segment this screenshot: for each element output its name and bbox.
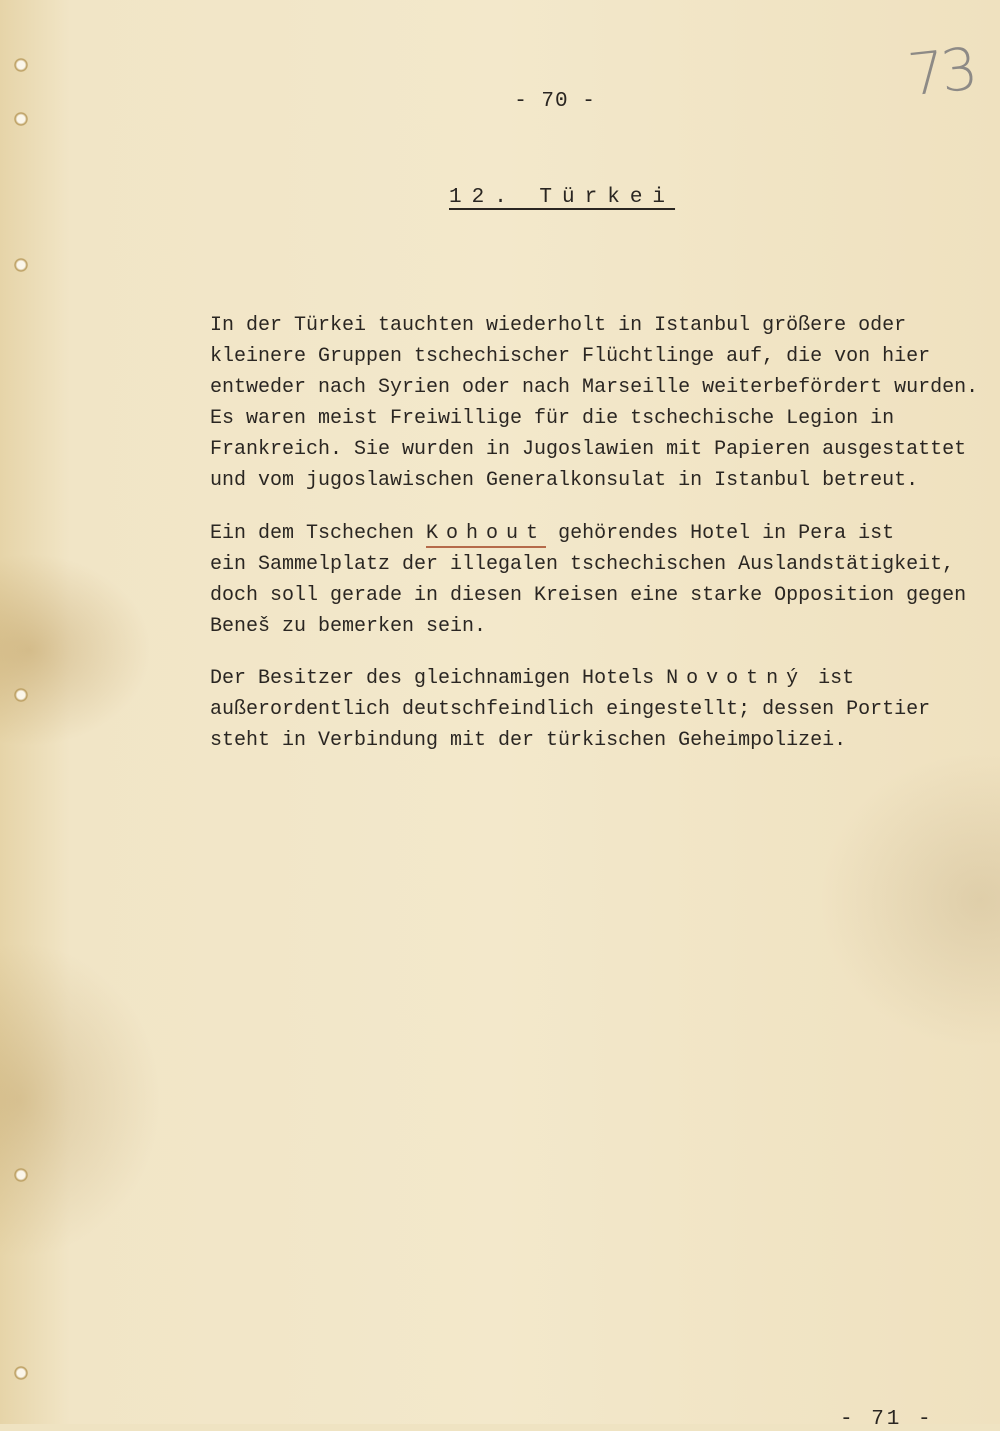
text-line: und vom jugoslawischen Generalkonsulat in Istanbul betreut. [210, 469, 919, 492]
paragraph-1 [210, 310, 1000, 496]
text-line: Frankreich. Sie wurden in Jugoslawien mit Papieren ausgestattet [210, 438, 967, 461]
text-line: In der Türkei tauchten wiederholt in Istanbul größere oder [210, 314, 907, 337]
name-novotny: Novotný [666, 667, 807, 690]
text-line: entweder nach Syrien oder nach Marseille weiterbefördert wurden. [210, 376, 979, 399]
punch-hole-mark [14, 58, 28, 72]
punch-hole-mark [14, 1366, 28, 1380]
punch-hole-mark [14, 688, 28, 702]
text-line: Es waren meist Freiwillige für die tschechische Legion in [210, 407, 895, 430]
paragraph-3 [210, 663, 1000, 756]
punch-hole-mark [14, 258, 28, 272]
text-line: gehörendes Hotel in Pera ist [546, 522, 895, 545]
text-line: kleinere Gruppen tschechischer Flüchtlinge auf, die von hier [210, 345, 931, 368]
text-line: Beneš zu bemerken sein. [210, 615, 487, 638]
text-line: ist [806, 667, 855, 690]
section-title: 12. Türkei [449, 186, 676, 209]
handwritten-folio-number: 73 [904, 34, 978, 110]
punch-hole-mark [14, 1168, 28, 1182]
text-line: Ein dem Tschechen [210, 522, 427, 545]
name-kohout: Kohout [426, 522, 546, 548]
text-line: ein Sammelplatz der illegalen tschechischen Auslandstätigkeit, [210, 553, 955, 576]
punch-hole-mark [14, 112, 28, 126]
text-line: außerordentlich deutschfeindlich eingestellt; dessen Portier [210, 698, 931, 721]
text-line: steht in Verbindung mit der türkischen Geheimpolizei. [210, 729, 847, 752]
paragraph-2 [210, 518, 1000, 642]
text-line: Der Besitzer des gleichnamigen Hotels [210, 667, 667, 690]
next-page-marker: - 71 - [840, 1408, 934, 1431]
page-number: - 70 - [514, 90, 596, 113]
text-line: doch soll gerade in diesen Kreisen eine starke Opposition gegen [210, 584, 967, 607]
